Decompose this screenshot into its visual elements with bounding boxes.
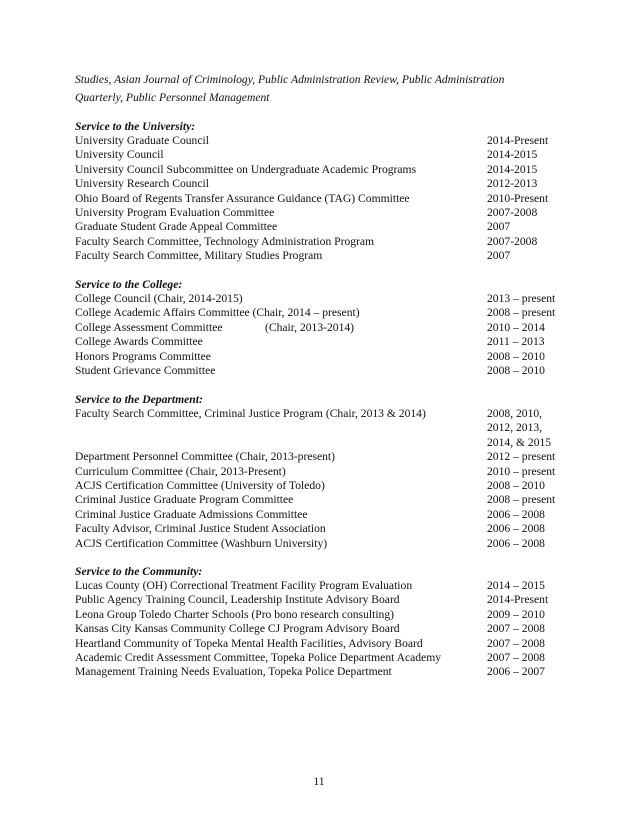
- list-item: [75, 608, 575, 622]
- item-date: 2007: [487, 220, 511, 234]
- item-date: 2012, 2013,: [487, 421, 543, 435]
- item-date: 2012 – present: [487, 450, 556, 464]
- item-name: Kansas City Kansas Community College CJ Program Advisory Board: [75, 622, 400, 636]
- list-item: [75, 163, 575, 177]
- list-item: [75, 321, 575, 335]
- item-name: Faculty Search Committee, Criminal Justice Program (Chair, 2013 & 2014): [75, 407, 426, 420]
- item-date: 2007-2008: [487, 234, 538, 248]
- item-name: Faculty Search Committee, Technology Administration Program: [75, 234, 375, 248]
- list-item: [75, 206, 575, 220]
- list-item: [75, 306, 575, 320]
- list-item: [75, 493, 575, 507]
- community-heading: Service to the Community:: [75, 565, 203, 578]
- item-date: 2007: [487, 249, 511, 263]
- list-item: [75, 407, 575, 421]
- item-name: Academic Credit Assessment Committee, Topeka Police Department Academy: [75, 651, 442, 664]
- list-item: [75, 249, 575, 263]
- list-item: [75, 350, 575, 364]
- list-item: [75, 579, 575, 593]
- item-name: College Assessment Committee: [75, 320, 223, 334]
- item-name: University Council: [75, 148, 164, 162]
- item-name: Ohio Board of Regents Transfer Assurance Guidance (TAG) Committee: [75, 191, 410, 205]
- list-item: [75, 651, 575, 665]
- list-item-continued: [75, 436, 575, 450]
- item-date: 2008 – 2010: [487, 364, 545, 377]
- list-item: [75, 593, 575, 607]
- item-date: 2007 – 2008: [487, 622, 545, 636]
- item-name: Curriculum Committee (Chair, 2013-Present): [75, 464, 286, 478]
- item-date: 2008 – 2010: [487, 479, 545, 492]
- list-item: [75, 148, 575, 162]
- item-name: University Research Council: [75, 177, 209, 191]
- item-note: (Chair, 2013-2014): [265, 320, 355, 334]
- list-item: [75, 335, 575, 349]
- item-name: Criminal Justice Graduate Admissions Committee: [75, 507, 308, 521]
- list-item: [75, 292, 575, 306]
- list-item: [75, 537, 575, 551]
- item-date: 2008 – present: [487, 306, 556, 320]
- item-date: 2014 – 2015: [487, 579, 545, 592]
- item-date: 2007 – 2008: [487, 636, 545, 650]
- list-item: [75, 637, 575, 651]
- item-date: 2006 – 2008: [487, 536, 545, 550]
- list-item: [75, 522, 575, 536]
- item-name: Criminal Justice Graduate Program Committee: [75, 493, 294, 507]
- department-heading: Service to the Department:: [75, 393, 203, 406]
- item-name: College Academic Affairs Committee (Chair, 2014 – present): [75, 306, 360, 320]
- item-name: Faculty Advisor, Criminal Justice Student Association: [75, 522, 326, 536]
- list-item: [75, 465, 575, 479]
- item-name: Lucas County (OH) Correctional Treatment Facility Program Evaluation: [75, 579, 413, 592]
- item-name: College Council (Chair, 2014-2015): [75, 292, 243, 305]
- item-date: 2014-Present: [487, 593, 549, 607]
- item-date: 2011 – 2013: [487, 335, 545, 349]
- item-name: Graduate Student Grade Appeal Committee: [75, 220, 278, 234]
- item-date: 2006 – 2008: [487, 522, 545, 536]
- item-name: Honors Programs Committee: [75, 349, 211, 363]
- item-name: University Program Evaluation Committee: [75, 206, 275, 219]
- list-item: [75, 508, 575, 522]
- item-date: 2014-2015: [487, 162, 538, 176]
- item-date: 2006 – 2007: [487, 665, 545, 679]
- list-item: [75, 364, 575, 378]
- item-name: Public Agency Training Council, Leadership Institute Advisory Board: [75, 593, 400, 607]
- item-date: 2014, & 2015: [487, 435, 552, 449]
- list-item: [75, 134, 575, 148]
- item-name: ACJS Certification Committee (Washburn University): [75, 536, 328, 550]
- list-item: [75, 450, 575, 464]
- list-item: [75, 665, 575, 679]
- item-date: 2006 – 2008: [487, 507, 545, 521]
- intro-line-1: Studies, Asian Journal of Criminology, Public Administration Review, Public Administration: [75, 73, 505, 86]
- item-date: 2010-Present: [487, 191, 549, 205]
- list-item: [75, 177, 575, 191]
- item-name: Heartland Community of Topeka Mental Health Facilities, Advisory Board: [75, 636, 423, 650]
- item-name: University Graduate Council: [75, 134, 209, 147]
- item-date: 2014-Present: [487, 134, 549, 147]
- item-name: Department Personnel Committee (Chair, 2013-present): [75, 450, 336, 464]
- item-date: 2014-2015: [487, 148, 538, 162]
- item-date: 2012-2013: [487, 177, 538, 191]
- item-name: ACJS Certification Committee (University of Toledo): [75, 479, 325, 492]
- university-heading: Service to the University:: [75, 120, 196, 133]
- list-item: [75, 192, 575, 206]
- item-date: 2008 – 2010: [487, 349, 545, 363]
- intro-line-2: Quarterly, Public Personnel Management: [75, 91, 270, 104]
- list-item: [75, 479, 575, 493]
- item-name: Faculty Search Committee, Military Studies Program: [75, 249, 323, 263]
- item-name: Leona Group Toledo Charter Schools (Pro bono research consulting): [75, 607, 395, 621]
- item-date: 2010 – present: [487, 464, 556, 478]
- item-date: 2008, 2010,: [487, 407, 543, 420]
- item-name: University Council Subcommittee on Undergraduate Academic Programs: [75, 162, 417, 176]
- list-item: [75, 622, 575, 636]
- page-number: 11: [313, 775, 325, 788]
- list-item: [75, 235, 575, 249]
- list-item-continued: [75, 421, 575, 435]
- item-name: Student Grievance Committee: [75, 364, 216, 377]
- item-date: 2010 – 2014: [487, 320, 545, 334]
- item-date: 2013 – present: [487, 292, 556, 305]
- item-date: 2007-2008: [487, 206, 538, 219]
- college-heading: Service to the College:: [75, 278, 183, 291]
- item-name: Management Training Needs Evaluation, Topeka Police Department: [75, 665, 392, 679]
- item-date: 2008 – present: [487, 493, 556, 507]
- item-name: College Awards Committee: [75, 335, 203, 349]
- list-item: [75, 220, 575, 234]
- item-date: 2009 – 2010: [487, 607, 545, 621]
- item-date: 2007 – 2008: [487, 651, 545, 664]
